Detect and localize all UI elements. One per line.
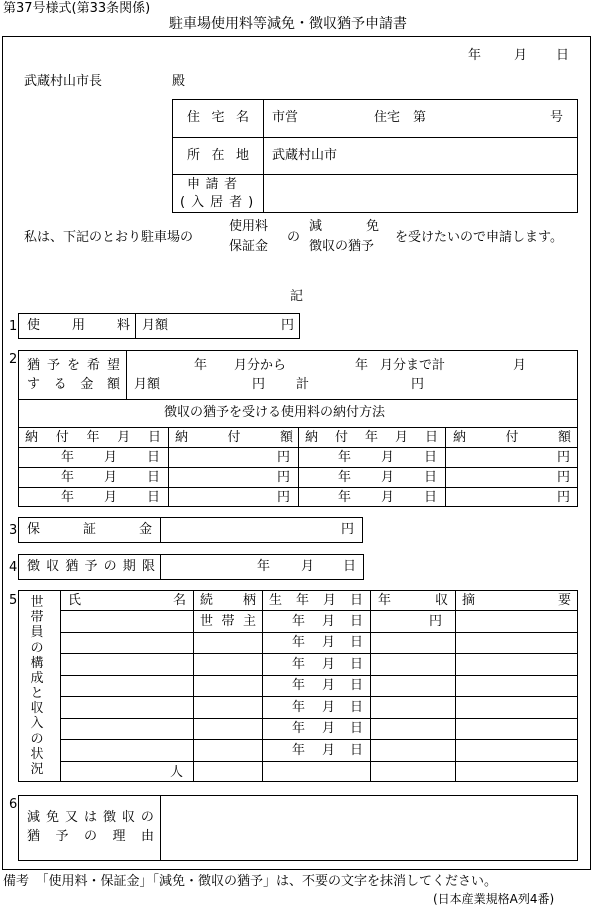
person-count-unit: 人 xyxy=(170,765,184,780)
resident-label: (入居者) xyxy=(180,195,260,210)
statement-prefix: 私は、下記のとおり駐車場の xyxy=(24,230,194,245)
to-month: 月分まで計 xyxy=(380,358,446,373)
to-year: 年 xyxy=(355,358,369,373)
deadline-day: 日 xyxy=(343,559,357,574)
yen-unit: 円 xyxy=(281,318,295,333)
monthly-label: 月額 xyxy=(134,377,161,392)
location-label: 所 在 地 xyxy=(187,148,249,163)
date-year: 年 xyxy=(468,48,482,63)
location-value: 武蔵村山市 xyxy=(272,148,338,163)
ki-mark: 記 xyxy=(290,289,304,304)
honorific: 殿 xyxy=(172,74,186,89)
choice-exemption: 減 免 xyxy=(309,219,379,234)
income-header: 年 収 xyxy=(378,593,448,608)
section-number: 2 xyxy=(9,352,18,367)
payment-date-header: 納 付 年 月 日 xyxy=(25,430,161,445)
deferral-amount-label-2: す る 金 額 xyxy=(27,377,120,392)
total-months: 月 xyxy=(513,358,527,373)
section-number: 6 xyxy=(9,797,18,812)
total-label: 計 xyxy=(296,377,310,392)
addressee: 武蔵村山市長 xyxy=(24,74,103,89)
deadline-month: 月 xyxy=(301,559,315,574)
monthly-label: 月額 xyxy=(142,318,169,333)
payment-method-title: 徴収の猶予を受ける使用料の納付方法 xyxy=(164,405,386,420)
birth-header: 生 年 月 日 xyxy=(269,593,363,608)
applicant-label: 申 請 者 xyxy=(187,177,237,192)
choice-deferral: 徴収の猶予 xyxy=(309,239,375,254)
section-number: 3 xyxy=(9,523,18,538)
deadline-year: 年 xyxy=(257,559,271,574)
statement-suffix: を受けたいので申請します。 xyxy=(395,230,563,245)
form-title: 駐車場使用料等減免・徴収猶予申請書 xyxy=(169,16,407,32)
usage-fee-label: 使 用 料 xyxy=(27,318,130,333)
paper-standard: (日本産業規格A列4番) xyxy=(433,892,555,906)
payment-date-header-2: 納 付 年 月 日 xyxy=(305,430,438,445)
deferral-deadline-label: 徴 収 猶 予 の 期 限 xyxy=(27,559,155,574)
from-month: 月分から xyxy=(234,358,287,373)
address-prefix: 市営 xyxy=(272,110,299,125)
deposit-label: 保 証 金 xyxy=(27,522,152,537)
yen-unit: 円 xyxy=(341,522,355,537)
payment-amount-header-2: 納 付 額 xyxy=(453,430,571,445)
section-number: 5 xyxy=(9,593,18,608)
address-suffix: 号 xyxy=(550,110,564,125)
relation-header: 続 柄 xyxy=(200,593,256,608)
date-day: 日 xyxy=(556,48,570,63)
address-label: 住 宅 名 xyxy=(187,110,249,125)
section-number: 4 xyxy=(9,560,18,575)
from-year: 年 xyxy=(194,358,208,373)
reason-label-2: 猶 予 の 理 由 xyxy=(27,829,154,844)
section-number: 1 xyxy=(9,319,18,334)
address-mid: 住宅 第 xyxy=(374,110,427,125)
form-number: 第37号様式(第33条関係) xyxy=(3,1,151,16)
statement-no: の xyxy=(287,230,301,245)
name-header: 氏 名 xyxy=(68,593,186,608)
deferral-amount-label: 猶 予 を 希 望 xyxy=(27,358,120,373)
remarks-note: 備考 「使用料・保証金」「減免・徴収の猶予」は、不要の文字を抹消してください。 xyxy=(3,874,498,889)
total-yen: 円 xyxy=(411,377,425,392)
choice-deposit: 保証金 xyxy=(229,239,269,254)
household-side-label: 世 帯 員 の 構 成 と 収 入 の 状 況 xyxy=(30,595,44,777)
note-header: 摘 要 xyxy=(462,593,571,608)
date-month: 月 xyxy=(514,48,528,63)
income-yen: 円 xyxy=(429,614,443,629)
head-of-household: 世 帯 主 xyxy=(200,614,256,629)
reason-label: 減 免 又 は 徴 収 の xyxy=(27,810,154,825)
payment-amount-header: 納 付 額 xyxy=(175,430,293,445)
choice-usage-fee: 使用料 xyxy=(229,219,269,234)
monthly-yen: 円 xyxy=(252,377,266,392)
